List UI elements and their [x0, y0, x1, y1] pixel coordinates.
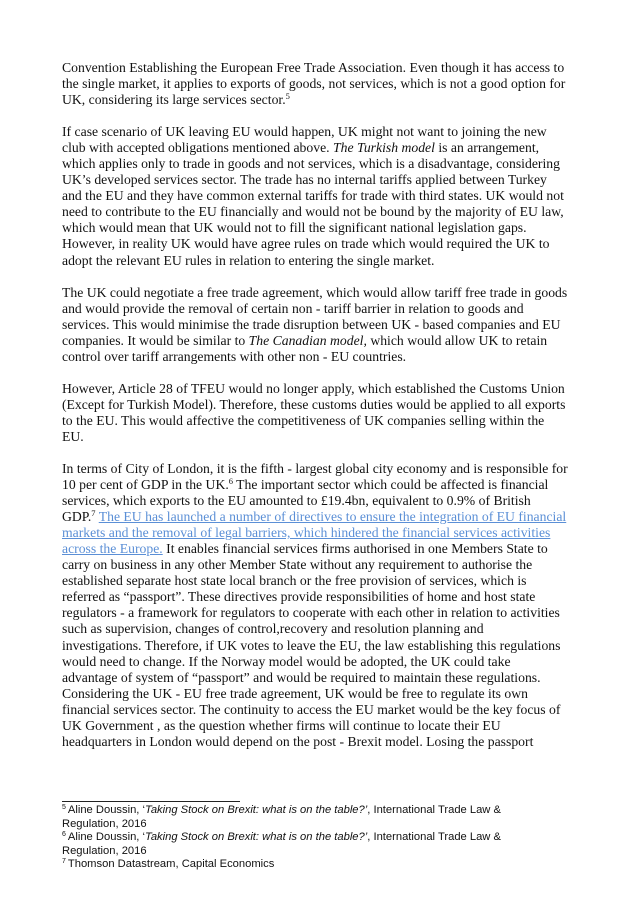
text-run: financial services sector. The continuity to access the EU market would be the key focus of — [62, 701, 561, 717]
italic-text: The Turkish model — [333, 140, 435, 156]
text-line — [62, 188, 580, 204]
text-line — [62, 509, 580, 525]
footnotes — [62, 804, 582, 872]
text-line — [62, 429, 580, 445]
footnote — [62, 804, 582, 831]
text-line — [62, 670, 580, 686]
text-run: Convention Establishing the European Free Trade Association. Even though it has access to — [62, 60, 565, 75]
text-line — [62, 60, 580, 76]
text-run: investigations. Therefore, if UK votes to leave the EU, the law establishing this regulations — [62, 637, 561, 653]
text-run: UK Government , as the question whether firms will continue to locate their EU — [62, 717, 501, 733]
text-run: which would mean that UK would not to fill the significant national legislation gaps. — [62, 220, 527, 236]
text-run: However, Article 28 of TFEU would no longer apply, which established the Customs Union — [62, 380, 565, 396]
text-run: UK, considering its large services sector. — [62, 92, 286, 108]
footnote — [62, 831, 582, 858]
text-line — [62, 92, 580, 108]
text-line — [62, 718, 580, 734]
text-run: UK’s developed services sector. The trade has no internal tariffs applied between Turkey — [62, 172, 547, 188]
text-line — [62, 621, 580, 637]
italic-text: Taking Stock on Brexit: what is on the table?’ — [145, 804, 368, 816]
inline-link[interactable]: markets and the removal of legal barriers, which hindered the financial services activities — [62, 525, 551, 541]
text-run: which applies only to trade in goods and not services, which is a disadvantage, considering — [62, 156, 560, 172]
inline-link[interactable]: across the Europe. — [62, 541, 163, 557]
text-run: Considering the UK - EU free trade agreement, UK would be free to regulate its own — [62, 685, 528, 701]
text-run: services. This would minimise the trade disruption between UK - based companies and EU — [62, 316, 561, 332]
text-line — [62, 220, 580, 236]
text-run: services, which exports to the EU amounted to £19.4bn, equivalent to 0.9% of British — [62, 493, 531, 509]
text-run: the single market, it applies to exports of goods, not services, which is not a good option for — [62, 76, 566, 92]
text-run: need to contribute to the EU financially and would not be bound by the majority of EU law, — [62, 204, 564, 220]
footnote-line — [62, 858, 582, 872]
text-run: The UK could negotiate a free trade agreement, which would allow tariff free trade in goods — [62, 284, 568, 300]
inline-link[interactable]: The EU has launched a number of directives to ensure the integration of EU financial — [98, 509, 567, 525]
text-run: companies. It would be similar to — [62, 332, 249, 348]
text-run: to the EU. This would affective the competitiveness of UK companies selling within the — [62, 412, 545, 428]
text-run: However, in reality UK would have agree rules on trade which would required the UK to — [62, 236, 550, 252]
text-line — [62, 204, 580, 220]
footnote-line — [62, 804, 582, 818]
paragraph — [62, 461, 580, 750]
text-run: In terms of City of London, it is the fifth - largest global city economy and is responsible for — [62, 460, 568, 476]
footnote-separator — [62, 801, 240, 802]
text-run: If case scenario of UK leaving EU would happen, UK might not want to joining the new — [62, 124, 547, 140]
text-line — [62, 333, 580, 349]
footnote — [62, 858, 582, 872]
text-line — [62, 541, 580, 557]
text-run: adopt the relevant EU rules in relation to entering the single market. — [62, 252, 435, 268]
text-line — [62, 236, 580, 252]
text-line — [62, 317, 580, 333]
text-line — [62, 557, 580, 573]
text-run: Thomson Datastream, Capital Economics — [67, 858, 275, 871]
text-run: , International Trade Law & — [367, 831, 501, 844]
body-text — [62, 60, 580, 766]
footnote-number: 6 — [62, 831, 66, 839]
text-run: referred as “passport”. These directives provide responsibilities of home and host state — [62, 589, 536, 605]
text-run: Aline Doussin, ‘ — [67, 804, 146, 816]
text-line — [62, 525, 580, 541]
text-line — [62, 686, 580, 702]
text-line — [62, 461, 580, 477]
text-run: and would provide the removal of certain non - tariff barrier in relation to goods and — [62, 300, 524, 316]
text-line — [62, 124, 580, 140]
text-line — [62, 413, 580, 429]
text-run: established separate host state local branch or the free provision of services, which is — [62, 573, 527, 589]
italic-text: Taking Stock on Brexit: what is on the table?’ — [145, 831, 368, 844]
text-run: such as supervision, changes of control,recovery and resolution planning and — [62, 621, 484, 637]
paragraph — [62, 381, 580, 445]
text-run: regulators - a framework for regulators to cooperate with each other in relation to activities — [62, 605, 560, 621]
text-line — [62, 734, 580, 750]
text-line — [62, 589, 580, 605]
text-line — [62, 573, 580, 589]
text-run: is an arrangement, — [434, 140, 540, 156]
text-run: 10 per cent of GDP in the UK. — [62, 477, 229, 493]
text-line — [62, 381, 580, 397]
text-line — [62, 397, 580, 413]
text-run: headquarters in London would depend on the post - Brexit model. Losing the passport — [62, 733, 534, 749]
text-run: advantage of system of “passport” and would be required to maintain these regulations. — [62, 669, 541, 685]
footnote-reference[interactable]: 7 — [91, 508, 96, 519]
text-run: and the EU and they have common external tariffs for trade with third states. UK would not — [62, 188, 564, 204]
text-line — [62, 172, 580, 188]
text-line — [62, 76, 580, 92]
text-line — [62, 477, 580, 493]
text-run: would need to change. If the Norway model would be adopted, the UK could take — [62, 653, 511, 669]
text-run: The important sector which could be affected is financial — [233, 477, 549, 493]
footnote-number: 7 — [62, 858, 66, 866]
text-line — [62, 654, 580, 670]
text-run: club with accepted obligations mentioned above. — [62, 140, 334, 156]
text-line — [62, 253, 580, 269]
text-line — [62, 493, 580, 509]
text-line — [62, 349, 580, 365]
footnote-number: 5 — [62, 804, 66, 811]
text-run: which would allow UK to retain — [366, 332, 548, 348]
italic-text: The Canadian model, — [248, 332, 367, 348]
text-run: (Except for Turkish Model). Therefore, these customs duties would be applied to all exports — [62, 396, 566, 412]
text-run: carry on business in any other Member State without any requirement to authorise the — [62, 557, 533, 573]
footnote-line — [62, 831, 582, 845]
text-line — [62, 156, 580, 172]
footnote-reference[interactable]: 5 — [285, 91, 290, 102]
paragraph — [62, 285, 580, 365]
footnote-line — [62, 845, 582, 859]
text-line — [62, 140, 580, 156]
text-run: control over tariff arrangements with other non - EU countries. — [62, 348, 407, 364]
text-run: Regulation, 2016 — [62, 844, 147, 857]
footnote-reference[interactable]: 6 — [228, 476, 233, 487]
text-run: Aline Doussin, ‘ — [67, 831, 146, 844]
paragraph — [62, 60, 580, 108]
text-run: GDP. — [62, 509, 92, 525]
text-run: EU. — [62, 428, 84, 444]
paragraph — [62, 124, 580, 268]
text-line — [62, 301, 580, 317]
text-run: It enables financial services firms authorised in one Members State to — [162, 541, 548, 557]
text-line — [62, 702, 580, 718]
footnote-line — [62, 818, 582, 832]
text-line — [62, 638, 580, 654]
text-run: Regulation, 2016 — [62, 817, 147, 830]
text-line — [62, 605, 580, 621]
text-line — [62, 285, 580, 301]
text-run: , International Trade Law & — [367, 804, 501, 816]
